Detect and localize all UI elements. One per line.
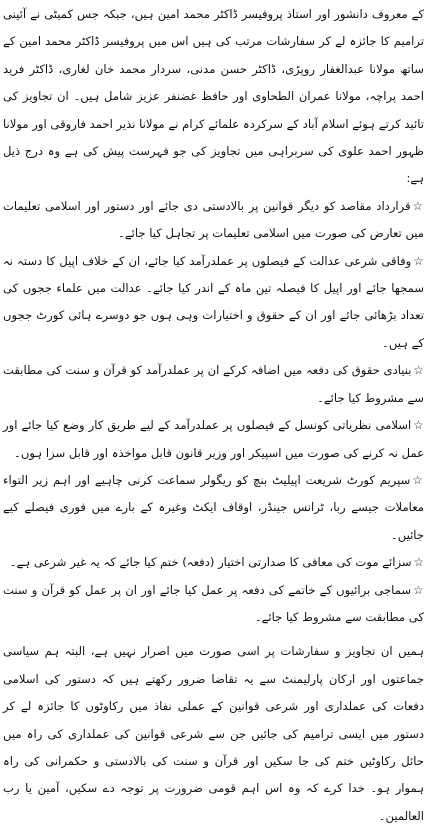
closing-paragraph: ہمیں ان تجاویز و سفارشات پر اسی صورت میں اصرار نہیں ہے، البتہ ہم سیاسی جماعتوں اور ارکان پارلیمنٹ سے یہ تقاضا ضرور رکھتے ہیں کہ دستور کی اسلامی دفعات کی عملداری اور شرعی قوانین کے عملی نفاذ میں رکاوٹوں کا جائزہ لے کر دستور میں ایسی ترامیم کی جائیں جن سے شرعی قوانین کی عملداری کی راہ میں حائل رکاوٹیں ختم کی جا سکیں اور قرآن و سنت کی بالادستی و حکمرانی کی راہ ہموار ہو۔ خدا کرے کہ وہ اس اہم قومی ضرورت پر توجہ دے سکیں، آمین یا رب العالمین۔ — [3, 644, 424, 823]
list-item-text: سپریم کورٹ شریعت اپیلیٹ بنچ کو ریگولر سماعت کرنی چاہیے اور اہم زیر التواء معاملات جیسے ربا، ٹرانس جینڈر، اوقاف ایکٹ وغیرہ کے بارے میں فوری فیصلے کیے جائیں۔ — [3, 472, 424, 542]
list-item-text: وفاقی شرعی عدالت کے فیصلوں پر عملدرآمد کیا جائے، ان کے خلاف اپیل کا دستہ نہ سمجھا جائے اور اپیل کا فیصلہ تین ماہ کے اندر کیا جائے۔ عدالت میں علماء ججوں کی تعداد بڑھائی جائے اور ان کے حقوق و اختیارات وہی ہوں جو دوسرے ہائی کورٹ ججوں کے ہیں۔ — [3, 253, 424, 350]
star-bullet-icon: ☆ — [413, 363, 424, 378]
list-item — [3, 577, 424, 632]
intro-paragraph: کے معروف دانشور اور استاذ پروفیسر ڈاکٹر محمد امین ہیں، جبکہ جس کمیٹی نے آئینی ترامیم کا جائزہ لے کر سفارشات مرتب کی ہیں اس میں پروفیسر ڈاکٹر محمد امین کے ساتھ مولانا عبدالغفار روپڑی، ڈاکٹر حسن مدنی، سردار محمد خان لغاری، ڈاکٹر فرید احمد پراچہ، مولانا عمران الطحاوی اور حافظ غضنفر عزیز شامل ہیں۔ ان تجاویز کی تائید کرتے ہوئے اسلام آباد کے سرکردہ علمائے کرام نے مولانا نذیر احمد فاروقی اور مولانا ظہور احمد علوی کی سربراہی میں تجاویز کی جو فہرست پیش کی ہے وہ درج ذیل ہے: — [3, 7, 424, 186]
list-item-text: بنیادی حقوق کی دفعہ میں اضافہ کرکے ان پر عملدرآمد کو قرآن و سنت کی مطابقت سے مشروط کیا جائے۔ — [3, 363, 424, 405]
list-item — [3, 467, 424, 549]
star-bullet-icon: ☆ — [413, 555, 424, 570]
star-bullet-icon: ☆ — [412, 198, 424, 213]
star-bullet-icon: ☆ — [413, 253, 424, 268]
star-bullet-icon: ☆ — [412, 472, 424, 487]
list-item — [3, 412, 424, 467]
list-item-text: سزائے موت کی معافی کا صدارتی اختیار (دفعہ) ختم کیا جائے کہ یہ غیر شرعی ہے۔ — [9, 555, 412, 570]
list-item — [3, 549, 424, 576]
list-item-text: قرارداد مقاصد کو دیگر قوانین پر بالادستی دی جائے اور دستور اور اسلامی تعلیمات میں تعارض کی صورت میں اسلامی تعلیمات پر تجاہل کیا جائے۔ — [3, 198, 424, 241]
list-item — [3, 248, 424, 358]
list-item — [3, 193, 424, 248]
list-item-text: سماجی برائیوں کے خاتمے کی دفعہ پر عمل کیا جائے اور ان پر عمل کو قرآن و سنت کی مطابقت سے مشروط کیا جائے۔ — [3, 582, 424, 624]
star-bullet-icon: ☆ — [413, 582, 424, 597]
list-item-text: اسلامی نظریاتی کونسل کے فیصلوں پر عملدرآمد کے لیے طریق کار وضع کیا جائے اور عمل نہ کرنے کی صورت میں اسپیکر اور وزیر قانون قابل مواخذہ اور قابل سزا ہوں۔ — [3, 418, 424, 460]
star-bullet-icon: ☆ — [413, 418, 424, 433]
list-item — [3, 357, 424, 412]
